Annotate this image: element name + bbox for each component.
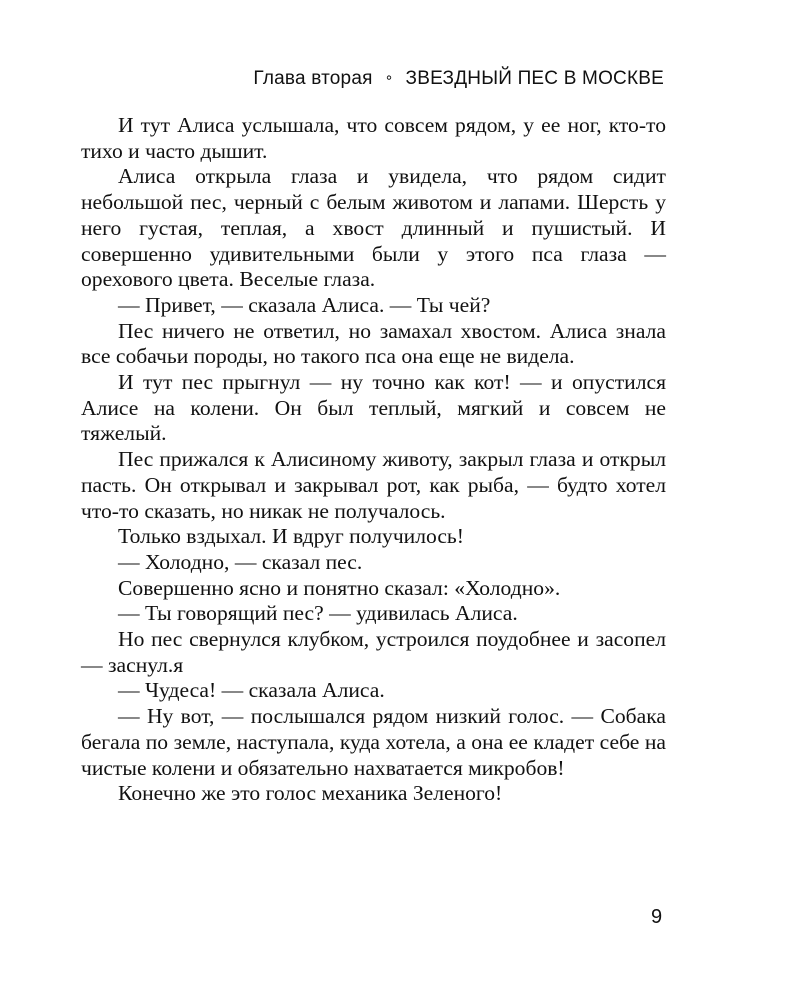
running-header	[253, 68, 664, 90]
paragraph-10: — Ты говорящий пес? — удивилась Алиса.	[118, 601, 518, 626]
book-title: ЗВЕЗДНЫЙ ПЕС В МОСКВЕ	[405, 68, 664, 89]
header-separator: ∘	[384, 69, 394, 85]
paragraph-9: Совершенно ясно и понятно сказал: «Холодно».	[118, 575, 561, 600]
paragraph-1: И тут Алиса услышала, что совсем рядом, у ее ног, кто-то тихо и часто дышит.	[81, 113, 666, 163]
paragraph-5: И тут пес прыгнул — ну точно как кот! — и опустился Алисе на колени. Он был теплый, мягкий и совсем не тяжелый.	[81, 370, 666, 446]
paragraph-2: Алиса открыла глаза и увидела, что рядом сидит небольшой пес, черный с белым животом и лапами. Шерсть у него густая, теплая, а хвост длинный и пушистый. И совершенно удивительными были у этого пса глаза — орехового цвета. Веселые глаза.	[81, 164, 666, 292]
body-text	[81, 113, 666, 807]
paragraph-13: — Ну вот, — послышался рядом низкий голос. — Собака бегала по земле, наступала, куда хотела, а она ее кладет себе на чистые колени и обязательно нахватается микробов!	[81, 704, 666, 780]
paragraph-12: — Чудеса! — сказала Алиса.	[118, 678, 385, 703]
chapter-label: Глава вторая	[253, 68, 373, 89]
paragraph-4: Пес ничего не ответил, но замахал хвостом. Алиса знала все собачьи породы, но такого пса она еще не видела.	[81, 318, 666, 369]
paragraph-11: Но пес свернулся клубком, устроился поудобнее и засопел — заснул.я	[81, 627, 666, 677]
paragraph-3: — Привет, — сказала Алиса. — Ты чей?	[118, 292, 491, 317]
paragraph-7: Только вздыхал. И вдруг получилось!	[118, 524, 464, 549]
paragraph-6: Пес прижался к Алисиному животу, закрыл глаза и открыл пасть. Он открывал и закрывал рот, как рыба, — будто хотел что-то сказать, но никак не получалось.	[81, 447, 666, 523]
paragraph-8: — Холодно, — сказал пес.	[118, 549, 363, 574]
page-number: 9	[651, 906, 663, 928]
paragraph-14: Конечно же это голос механика Зеленого!	[118, 781, 503, 806]
